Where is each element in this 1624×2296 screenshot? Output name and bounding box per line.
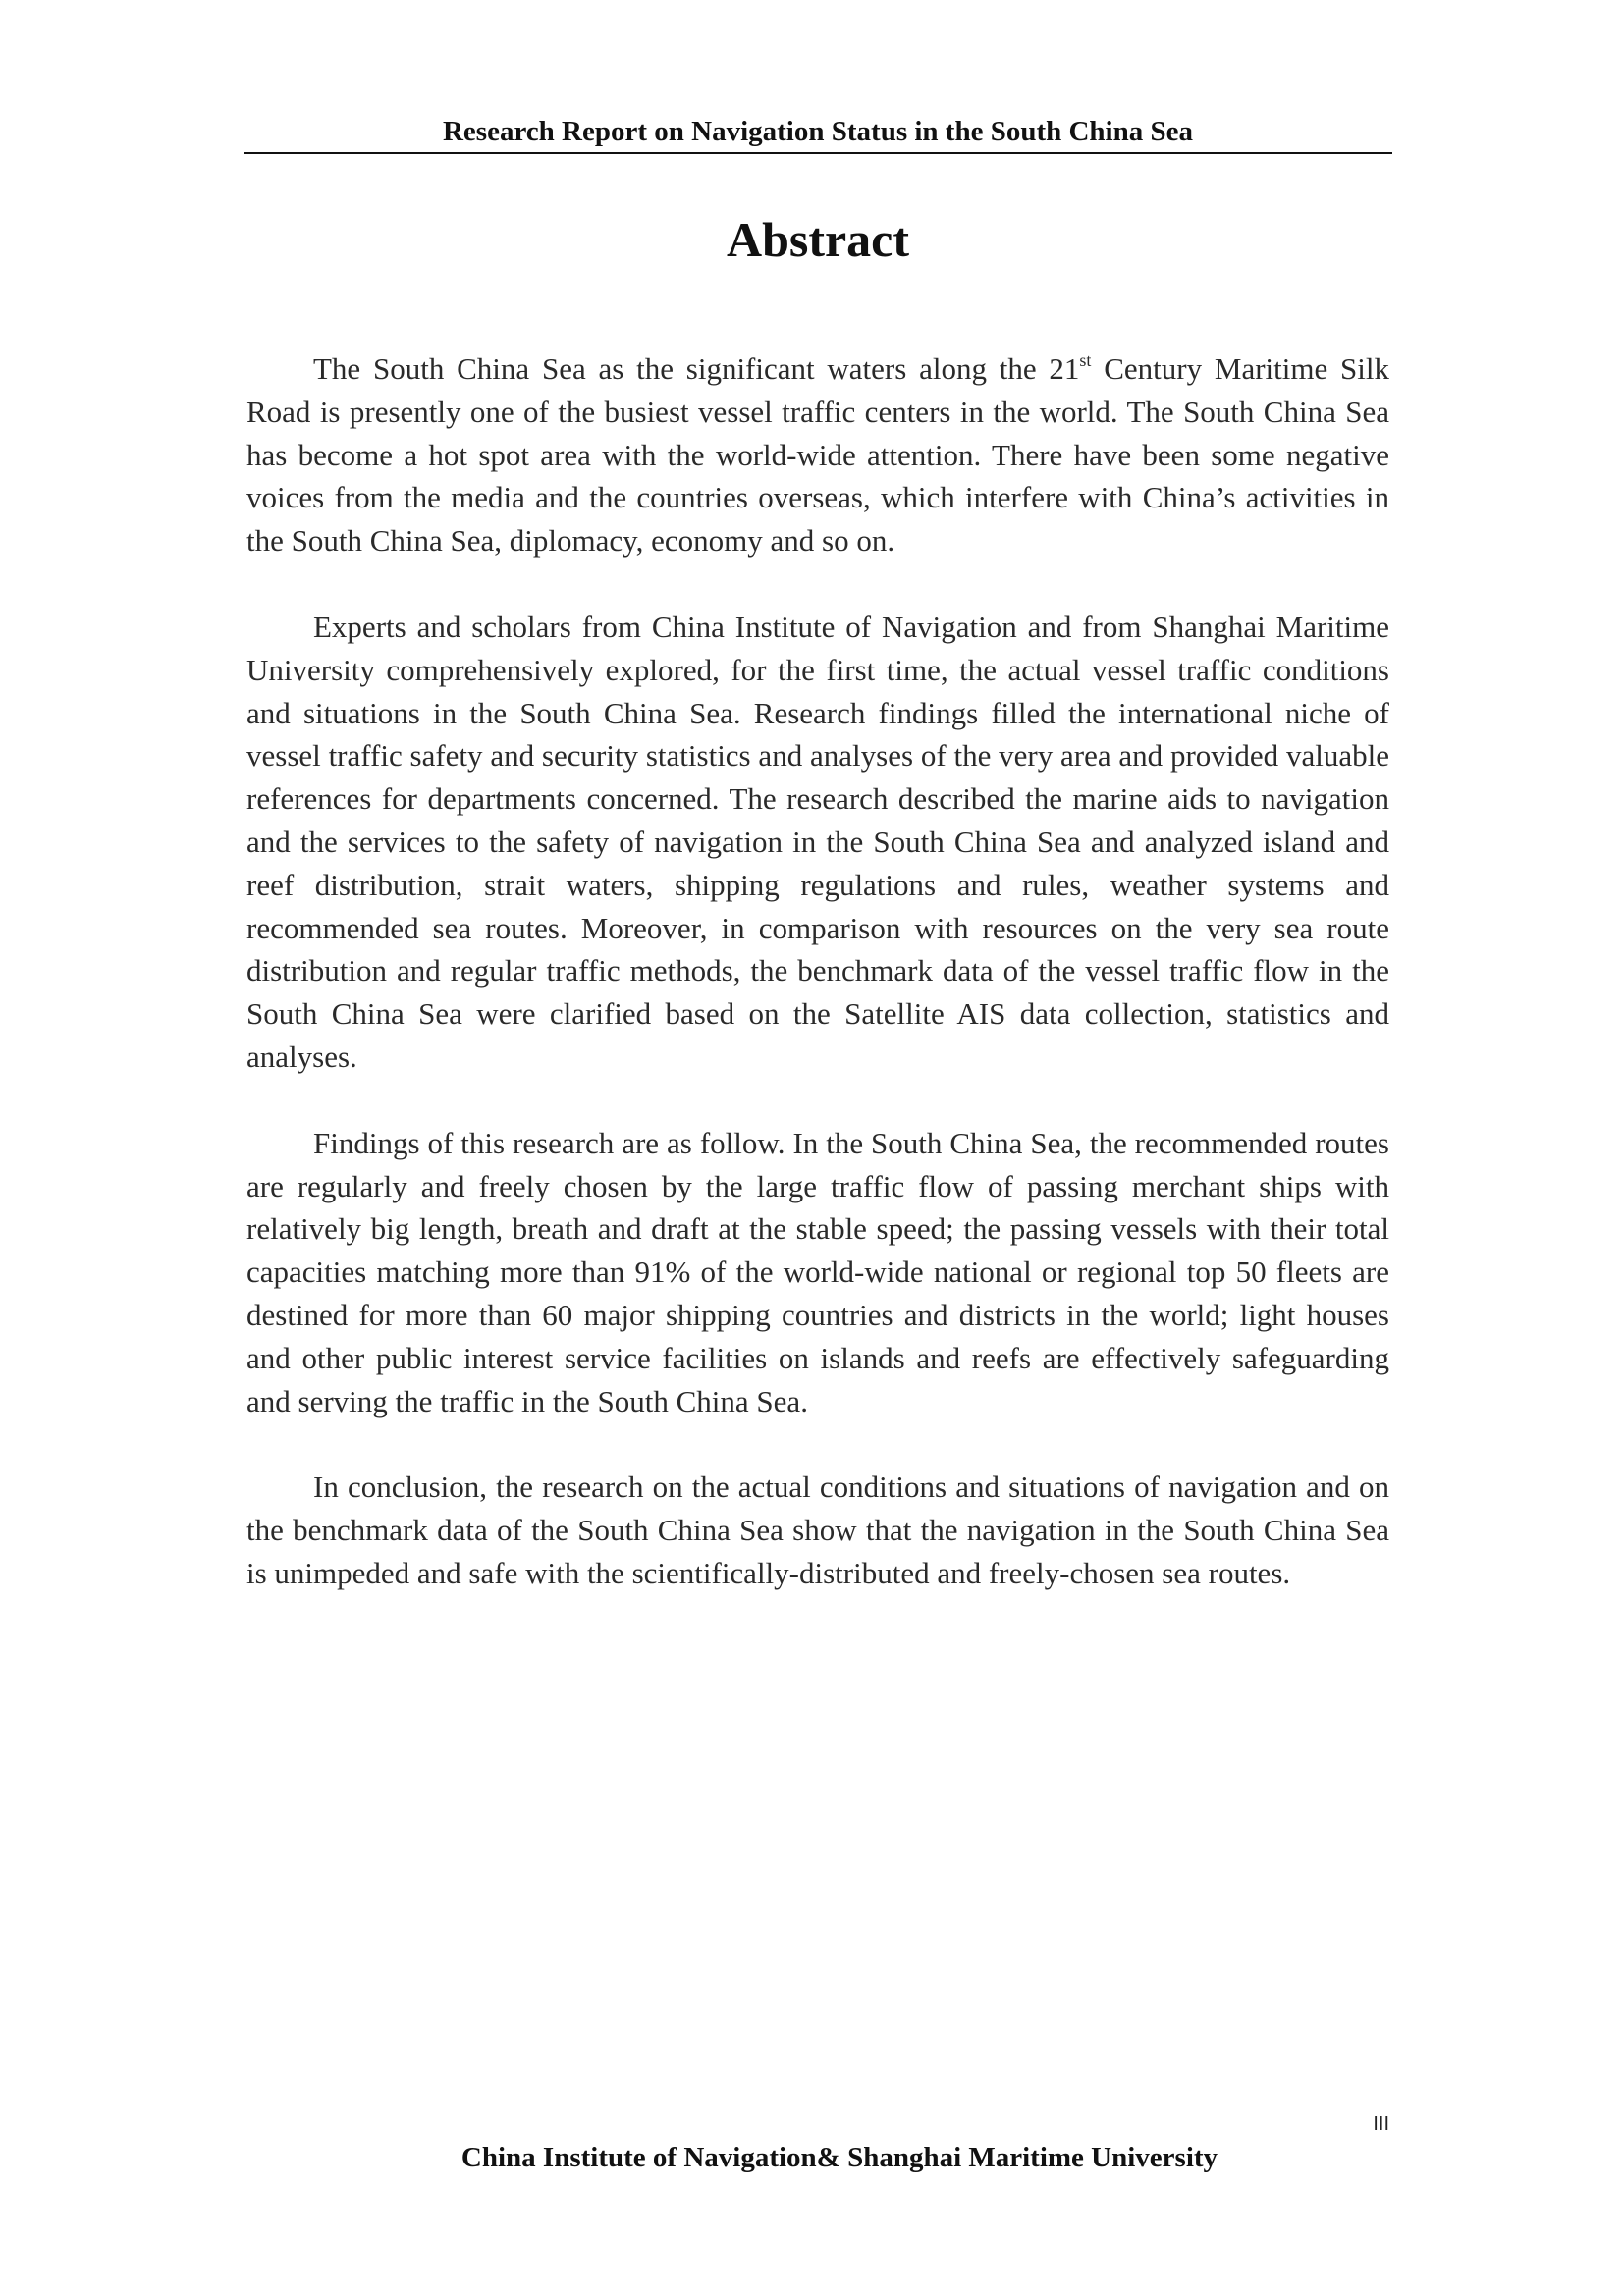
header-rule: [244, 152, 1392, 154]
footer-institutions: China Institute of Navigation& Shanghai Maritime University: [460, 2142, 1218, 2173]
ordinal-suffix: st: [1079, 350, 1092, 370]
running-header: Research Report on Navigation Status in the South China Sea: [442, 116, 1193, 147]
paragraph-1-text-start: The South China Sea as the significant waters along the 21: [313, 351, 1080, 386]
abstract-paragraph-1: [246, 347, 1389, 562]
abstract-body: [246, 347, 1389, 1638]
paragraph-1-text-end: Century Maritime Silk Road is presently one of the busiest vessel traffic centers in the world. The South China Sea has become a hot spot area with the world-wide attention. There have been some negative voices from the media and the countries overseas, which interfere with China’s activities in the South China Sea, diplomacy, economy and so on.: [246, 351, 1389, 559]
abstract-paragraph-2: Experts and scholars from China Institute of Navigation and from Shanghai Maritime University comprehensively explored, for the first time, the actual vessel traffic conditions and situations in the South China Sea. Research findings filled the international niche of vessel traffic safety and security statistics and analyses of the very area and provided valuable references for departments concerned. The research described the marine aids to navigation and the services to the safety of navigation in the South China Sea and analyzed island and reef distribution, strait waters, shipping regulations and rules, weather systems and recommended sea routes. Moreover, in comparison with resources on the very sea route distribution and regular traffic methods, the benchmark data of the vessel traffic flow in the South China Sea were clarified based on the Satellite AIS data collection, statistics and analyses.: [246, 609, 1389, 1074]
page-title: Abstract: [726, 212, 910, 267]
abstract-paragraph-3: Findings of this research are as follow. In the South China Sea, the recommended routes are regularly and freely chosen by the large traffic flow of passing merchant ships with relatively big length, breath and draft at the stable speed; the passing vessels with their total capacities matching more than 91% of the world-wide national or regional top 50 fleets are destined for more than 60 major shipping countries and districts in the world; light houses and other public interest service facilities on islands and reefs are effectively safeguarding and serving the traffic in the South China Sea.: [246, 1125, 1389, 1418]
page-number: III: [1373, 2113, 1389, 2135]
abstract-paragraph-4: In conclusion, the research on the actual conditions and situations of navigation and on the benchmark data of the South China Sea show that the navigation in the South China Sea is unimpeded and safe with the scientifically-distributed and freely-chosen sea routes.: [246, 1469, 1389, 1590]
